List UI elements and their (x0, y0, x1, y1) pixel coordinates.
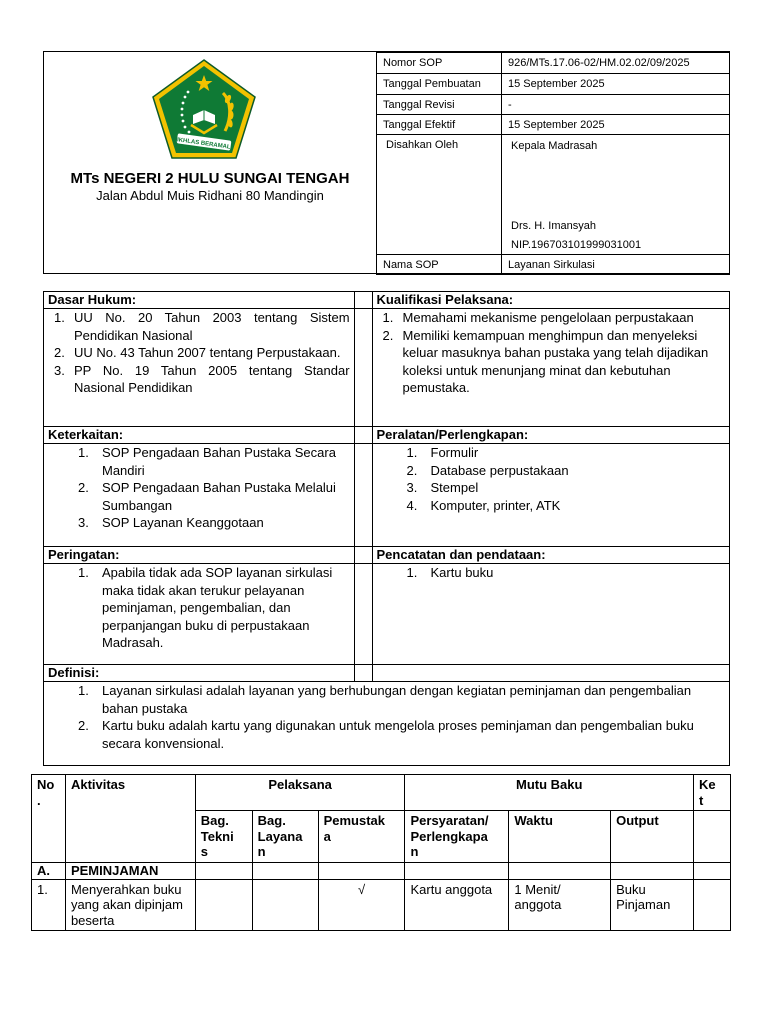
peringatan-list (48, 564, 350, 652)
peralatan-body (372, 444, 729, 547)
col-header-bag-teknis: Bag. Tekni s (195, 811, 252, 863)
activity-table (31, 774, 731, 931)
list-item: 2. Kartu buku adalah kartu yang digunakan untuk mengelola proses peminjaman dan pengembalian buku secara konvensional. (78, 718, 694, 751)
definisi-title: Definisi: (44, 665, 355, 682)
list-item: 3. SOP Layanan Keanggotaan (78, 515, 264, 531)
col-header-no: No . (32, 775, 66, 863)
col-header-bag-layanan: Bag. Layana n (252, 811, 318, 863)
list-item: 2. Memiliki kemampuan menghimpun dan menyeleksi keluar masuknya bahan pustaka yang telah dijadikan koleksi untuk menunjang minat dan kebutuhan pemustaka. (382, 327, 709, 396)
approval-label: Disahkan Oleh (377, 135, 502, 255)
keterkaitan-list (48, 444, 350, 532)
info-label: Nomor SOP (377, 53, 502, 74)
keterkaitan-title: Keterkaitan: (44, 427, 355, 444)
col-header-aktivitas: Aktivitas (65, 775, 195, 863)
list-item: 1. Layanan sirkulasi adalah layanan yang berhubungan dengan kegiatan peminjaman dan pengembalian bahan pustaka (78, 683, 692, 716)
row-aktivitas: Menyerahkan buku yang akan dipinjam beserta (65, 879, 195, 931)
sop-info-table (376, 52, 730, 275)
col-header-ket: Ke t (693, 775, 730, 811)
table-row (32, 879, 731, 931)
dasar-hukum-body (44, 309, 355, 427)
peringatan-title: Peringatan: (44, 547, 355, 564)
school-name: MTs NEGERI 2 HULU SUNGAI TENGAH (70, 170, 350, 187)
dasar-hukum-list (48, 309, 350, 397)
list-item: 1. Memahami mekanisme pengelolaan perpustakaan (382, 310, 694, 325)
kualifikasi-title: Kualifikasi Pelaksana: (372, 292, 729, 309)
definisi-body (44, 682, 730, 766)
pencatatan-list (377, 564, 725, 582)
list-item: 1. Apabila tidak ada SOP layanan sirkulasi maka tidak akan terukur pelayanan peminjaman, pengembalian, dan perpanjangan buku di perpustakaan Madrasah. (78, 565, 333, 651)
school-address: Jalan Abdul Muis Ridhani 80 Mandingin (96, 188, 324, 203)
sop-name-label: Nama SOP (377, 255, 502, 275)
list-item: 3. PP No. 19 Tahun 2005 tentang Standar Nasional Pendidikan (54, 362, 350, 396)
info-value: 15 September 2025 (502, 115, 730, 135)
list-item: 4. Komputer, printer, ATK (406, 497, 561, 513)
row-ket (693, 879, 730, 931)
row-output: Buku Pinjaman (611, 879, 694, 931)
sop-header (43, 51, 730, 274)
approver-name: Drs. H. Imansyah (511, 220, 596, 232)
list-item: 2. UU No. 43 Tahun 2007 tentang Perpustakaan. (54, 345, 341, 361)
approver-nip: NIP.196703101999031001 (511, 239, 642, 251)
list-item: 3. Stempel (406, 480, 479, 496)
list-item: 1. SOP Pengadaan Bahan Pustaka Secara Mandiri (78, 445, 336, 478)
row-no: 1. (32, 879, 66, 931)
col-header-output: Output (611, 811, 694, 863)
row-bag-layanan (252, 879, 318, 931)
col-header-mutu-baku: Mutu Baku (405, 775, 694, 811)
list-item: 1. UU No. 20 Tahun 2003 tentang Sistem Pendidikan Nasional (54, 310, 350, 343)
peralatan-list (377, 444, 725, 514)
row-persyaratan: Kartu anggota (405, 879, 509, 931)
info-value: 15 September 2025 (502, 74, 730, 95)
kualifikasi-body (372, 309, 729, 427)
list-item: 2. Database perpustakaan (406, 462, 569, 478)
peringatan-body (44, 564, 355, 665)
svg-text:IKHLAS BERAMAL: IKHLAS BERAMAL (176, 137, 231, 151)
col-header-persyaratan: Persyaratan/ Perlengkapa n (405, 811, 509, 863)
row-waktu: 1 Menit/ anggota (509, 879, 611, 931)
row-bag-teknis (195, 879, 252, 931)
pencatatan-title: Pencatatan dan pendataan: (372, 547, 729, 564)
section-code: A. (32, 862, 66, 879)
approver-role: Kepala Madrasah (511, 140, 598, 152)
info-label: Tanggal Pembuatan (377, 74, 502, 95)
school-identity (44, 52, 377, 273)
pencatatan-body (372, 564, 729, 665)
ministry-emblem-icon (149, 57, 259, 162)
info-label: Tanggal Revisi (377, 95, 502, 115)
sop-name-value: Layanan Sirkulasi (502, 255, 730, 275)
section-title: PEMINJAMAN (65, 862, 195, 879)
keterkaitan-body (44, 444, 355, 547)
info-value: - (502, 95, 730, 115)
sop-sections-table (43, 291, 730, 766)
col-header-pemustaka: Pemustak a (318, 811, 405, 863)
info-label: Tanggal Efektif (377, 115, 502, 135)
dasar-hukum-title: Dasar Hukum: (44, 292, 355, 309)
row-pemustaka-check: √ (318, 879, 405, 931)
kualifikasi-list (377, 309, 725, 397)
approval-block (502, 135, 730, 255)
list-item: 1. Kartu buku (406, 565, 494, 580)
definisi-list (48, 682, 725, 752)
list-item: 2. SOP Pengadaan Bahan Pustaka Melalui Sumbangan (78, 480, 336, 513)
col-header-waktu: Waktu (509, 811, 611, 863)
col-header-pelaksana: Pelaksana (195, 775, 405, 811)
peralatan-title: Peralatan/Perlengkapan: (372, 427, 729, 444)
info-value: 926/MTs.17.06-02/HM.02.02/09/2025 (502, 53, 730, 74)
list-item: 1. Formulir (406, 445, 479, 460)
